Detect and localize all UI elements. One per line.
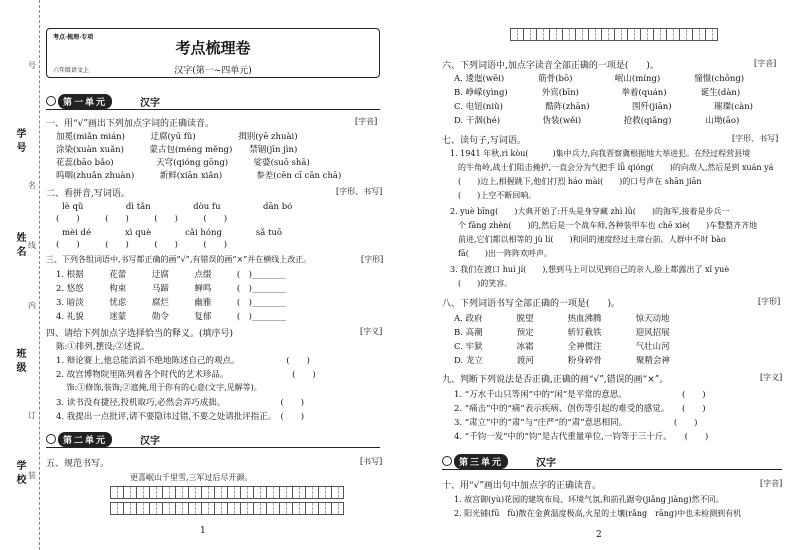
q2-title: 二、看拼音,写词语。 bbox=[46, 189, 130, 199]
seal-char: 装 bbox=[28, 471, 36, 480]
q9-tag: [字义] bbox=[760, 373, 783, 382]
q2-tag: [字形、书写] bbox=[336, 187, 383, 196]
q4-tag: [字义] bbox=[360, 327, 383, 336]
q4-row: 4. 我提出一点批评,请不要隐讳过错,不要之处请批评指正。 ( ) bbox=[56, 412, 305, 422]
q2-pinyin-row: lè qǔ dì tǎn dòu fu dān bó bbox=[62, 202, 293, 212]
q8-option: A. 政府 脱望 热血沸腾 惊天动地 bbox=[454, 314, 670, 324]
q1-row: 呜咽(zhuǎn zhuàn) 新鲜(xiān xiǎn) 参差(cēn cī cān chā) bbox=[56, 171, 342, 181]
seal-char: 线 bbox=[28, 241, 36, 250]
q9-title: 九、判断下列说法是否正确,正确的画“√”,错误的画“×”。 bbox=[442, 375, 669, 385]
page-number-left: 1 bbox=[200, 526, 206, 536]
unit-3-banner bbox=[442, 454, 782, 468]
q7-title: 七、读句子,写词语。 bbox=[442, 136, 526, 146]
unit-topic: 汉字 bbox=[536, 457, 557, 469]
seal-char: 名 bbox=[28, 181, 36, 190]
seal-char: 内 bbox=[28, 301, 36, 310]
q4-row: 陈:①排列,摆设;②述说。 bbox=[56, 342, 150, 352]
class-label: 班级 bbox=[14, 348, 25, 376]
q7-line: 个 fāng zhèn( )的,然后是一个战车师,各种装甲车也 chē xiè( )车整整齐齐地 bbox=[458, 221, 758, 230]
q1-row: 加冕(miǎn mián) 迂腐(yū fǔ) 揖别(yē zhuài) bbox=[56, 132, 298, 142]
page-right bbox=[400, 0, 794, 550]
page-title: 考点梳理卷 bbox=[175, 39, 251, 57]
q7-line: ( )上空不断回响。 bbox=[458, 191, 537, 200]
q9-statement: 1. “万水千山只等闲”中的“闲”是平常的意思。 ( ) bbox=[454, 390, 706, 400]
unit-badge: 第一单元 bbox=[58, 94, 112, 109]
student-number-label: 学号 bbox=[14, 128, 25, 156]
q7-line: 3. 我们在渡口 huí jí( ),想到马上可以见到自己的亲人,脸上都露出了 xǐ yuè bbox=[450, 265, 730, 274]
page-subtitle: 汉字(第一~四单元) bbox=[174, 66, 252, 76]
q4-row: 3. 读书没有捷径,投机取巧,必然会弄巧成拙。 ( ) bbox=[56, 398, 305, 408]
q8-option: C. 牢狱 冰霜 全神惯注 气壮山河 bbox=[454, 342, 670, 352]
exam-header bbox=[46, 28, 380, 78]
unit-2-banner bbox=[46, 432, 380, 446]
header-tag: 考点·梳理·专项 bbox=[53, 34, 94, 41]
q10-title: 十、用“√”画出句中加点字的正确读音。 bbox=[442, 481, 601, 491]
q10-row: 2. 阳光铺(fū fù)散在金黄温度极高,火星的土壤(rǎng rāng)中也未检测到有机 bbox=[454, 509, 742, 518]
q6-tag: [字音] bbox=[754, 59, 777, 68]
writing-grid[interactable] bbox=[110, 502, 344, 515]
q1-row: 花蕊(bāo bǎo) 天穹(qióng gōng) 娑婆(suō shā) bbox=[56, 158, 310, 168]
q7-line: fā( )出一阵阵欢呼声。 bbox=[458, 249, 552, 258]
q5-poem: 更喜岷山千里雪,三军过后尽开颜。 bbox=[130, 473, 253, 482]
writing-grid[interactable] bbox=[110, 486, 344, 499]
q4-title: 四、请给下列加点字选择恰当的释义。(填序号) bbox=[46, 329, 234, 339]
q4-row: 2. 故宫博物院里陈列着各个时代的艺术珍品。 ( ) bbox=[56, 370, 316, 380]
q1-tag: [字音] bbox=[355, 117, 378, 126]
q4-row: 饰:①修饰,装饰;②遮掩,用于你有的心意(文字,见解等)。 bbox=[56, 383, 262, 392]
q7-line: 前进,它们都以相等的 jù lí( )和同的速度经过主席台前。人群中不时 bào bbox=[458, 235, 726, 244]
school-label: 学校 bbox=[14, 460, 25, 488]
seal-char: 号 bbox=[28, 61, 36, 70]
q9-statement: 2. “痛击”中的“痛”表示疾病、创伤等引起的难受的感觉。 ( ) bbox=[454, 404, 706, 414]
q1-row: 涂染(xuàn xuǎn) 蒙古包(méng měng) 禁锢(jīn jìn) bbox=[56, 145, 298, 155]
q6-option: D. 干涸(hé) 伪装(wěi) 抢救(qiǎng) 山坳(āo) bbox=[454, 116, 740, 126]
q3-row: 1. 根据 花蕾 迂腐 点缀 ( )________ bbox=[56, 270, 286, 280]
unit-icon bbox=[46, 96, 56, 106]
q7-line: 的牛角岭,战士们阻击掩护,一直会分为气把手 lǚ qióng( )的向敌人,然后是到 xuán yá bbox=[458, 163, 774, 172]
binding-sidebar bbox=[0, 0, 40, 550]
unit-badge: 第二单元 bbox=[58, 432, 112, 447]
unit-icon bbox=[46, 434, 56, 444]
writing-grid[interactable] bbox=[510, 28, 718, 41]
unit-1-banner bbox=[46, 94, 380, 108]
q2-answer-row: ( ) ( ) ( ) ( ) bbox=[56, 240, 228, 250]
page-number-right: 2 bbox=[596, 530, 602, 540]
q3-row: 3. 暗淡 忧虑 腐烂 幽雅 ( )________ bbox=[56, 298, 286, 308]
q6-option: C. 电钮(niǔ) 酷阵(zhān) 围歼(jiān) 璀璨(càn) bbox=[454, 102, 753, 112]
student-name-label: 姓名 bbox=[14, 232, 25, 260]
seal-char: 订 bbox=[28, 411, 36, 420]
q3-row: 2. 悠悠 构束 马蹄 蝉鸣 ( )________ bbox=[56, 284, 286, 294]
q7-line: 1. 1941 年秋,rì kòu( )集中兵力,向我晋察冀根据地大举进犯。在经过程营县境 bbox=[450, 149, 751, 158]
q9-statement: 3. “肃立”中的“肃”与“庄严”的“肃”意思相同。 ( ) bbox=[454, 418, 698, 428]
q10-tag: [字音] bbox=[760, 479, 783, 488]
q5-tag: [书写] bbox=[360, 457, 383, 466]
q6-option: A. 逶迤(wēi) 筋骨(bō) 岷山(míng) 憧憬(chōng) bbox=[454, 74, 745, 84]
q2-answer-row: ( ) ( ) ( ) ( ) bbox=[56, 214, 228, 224]
q6-title: 六、下列词语中,加点字读音全部正确的一项是( )。 bbox=[442, 61, 659, 71]
q3-tag: [字形] bbox=[361, 255, 384, 264]
q5-title: 五、规范书写。 bbox=[46, 459, 110, 469]
q8-tag: [字形] bbox=[758, 297, 781, 306]
q4-row: 1. 辩论赛上,他总能滔滔不绝地陈述自己的观点。 ( ) bbox=[56, 356, 310, 366]
q10-row: 1. 故宫御(yù)花园的建筑布局、环境气氛,和前孔踞夸(jiǎng jiàng)然不同。 bbox=[454, 495, 724, 504]
header-grade: 六年级语文上 bbox=[53, 67, 90, 74]
q9-statement: 4. “千钧一发”中的“钧”是古代重量单位,一钧等于三十斤。 ( ) bbox=[454, 432, 709, 442]
q7-line: ( )的笑容。 bbox=[458, 279, 513, 288]
q3-row: 4. 礼貌 迷蒙 勋令 复郁 ( )________ bbox=[56, 312, 286, 322]
unit-topic: 汉字 bbox=[140, 97, 161, 109]
q8-title: 八、下列词语书写全部正确的一项是( )。 bbox=[442, 299, 621, 309]
unit-badge: 第三单元 bbox=[454, 454, 508, 469]
q6-option: B. 峥嵘(yìng) 外宾(bīn) 拳着(quán) 诞生(dàn) bbox=[454, 88, 741, 98]
q7-line: 2. yuè bīng( )大典开始了:开头是身穿藏 zhì lǜ( )的海军,接着是步兵一 bbox=[450, 207, 730, 216]
q7-line: ( )边上,相握跳下,他们打烈 háo mài( )的口号声在 shān jiān bbox=[458, 177, 702, 186]
q3-title: 三、下列各组词语中,书写都正确的画“√”,有错误的画“×”并在横线上改正。 bbox=[46, 255, 312, 264]
q8-option: B. 高潮 预定 斩钉截铁 迎风招展 bbox=[454, 328, 670, 338]
q1-title: 一、用“√”画出下列加点字词的正确读音。 bbox=[46, 119, 214, 129]
q2-pinyin-row: mèi dé xì què cǎi hóng sǎ tuō bbox=[62, 228, 283, 238]
unit-icon bbox=[442, 456, 452, 466]
q7-tag: [字形、书写] bbox=[732, 134, 779, 143]
unit-topic: 汉字 bbox=[140, 435, 161, 447]
q8-option: D. 龙立 渡河 粉身碎骨 聚精会神 bbox=[454, 356, 670, 366]
